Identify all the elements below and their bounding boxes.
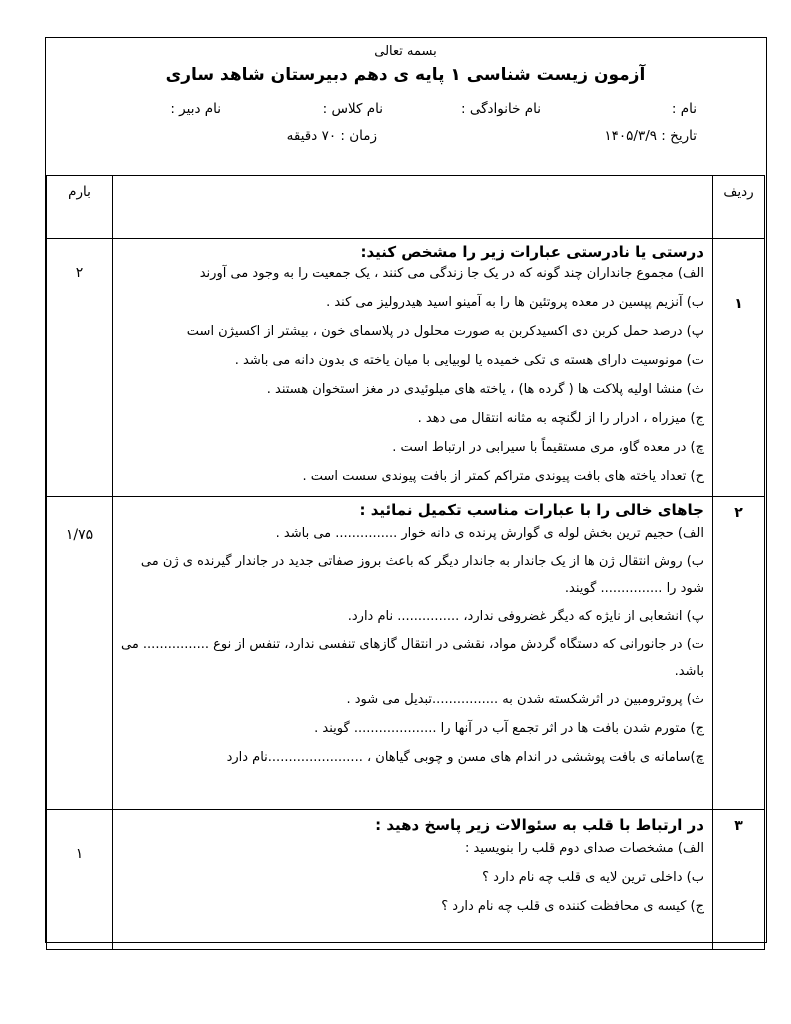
family-name-label: نام خانوادگی :: [461, 101, 541, 117]
question-item: چ) در معده گاو، مری مستقیماً با سیرابی در ارتباط است .: [392, 440, 704, 455]
question-item: ح) تعداد یاخته های بافت پیوندی متراکم کمتر از بافت پیوندی سست است .: [302, 469, 704, 484]
exam-sheet: [45, 37, 767, 943]
exam-duration: زمان : ۷۰ دقیقه: [286, 128, 377, 144]
question-item: پ) انشعابی از نایژه که دیگر غضروفی ندارد، ............... نام دارد.: [347, 609, 704, 624]
question-body: [113, 810, 713, 950]
question-row: [47, 497, 765, 810]
questions-table: [46, 175, 765, 950]
name-label: نام :: [671, 101, 697, 117]
question-row: [47, 239, 765, 497]
question-body: [113, 497, 713, 810]
question-item: ت) در جانورانی که دستگاه گردش مواد، نقشی در انتقال گازهای تنفسی ندارد، تنفس از نوع ................ می باشد.: [120, 637, 704, 679]
question-score: ۱/۷۵: [47, 497, 113, 810]
question-item: الف) مجموع جانداران چند گونه که در یک جا زندگی می کنند ، یک جمعیت را به وجود می آورند: [199, 266, 704, 281]
question-item: ث) پروترومبین در اثرشکسته شدن به ................تبدیل می شود .: [346, 692, 704, 707]
question-item: الف) حجیم ترین بخش لوله ی گوارش پرنده ی دانه خوار ............... می باشد .: [275, 526, 704, 541]
question-body: [113, 239, 713, 497]
question-item: ب) آنزیم پپسین در معده پروتئین ها را به آمینو اسید هیدرولیز می کند .: [326, 295, 704, 310]
question-title: در ارتباط با قلب به سئوالات زیر پاسخ دهید :: [375, 816, 704, 834]
question-item: چ)سامانه ی بافت پوششی در اندام های مسن و چوبی گیاهان ، .......................نام دارد: [226, 750, 704, 765]
question-item: ب) داخلی ترین لایه ی قلب چه نام دارد ؟: [482, 870, 704, 885]
question-item: ج) میزراه ، ادرار را از لگنچه به مثانه انتقال می دهد .: [417, 411, 704, 426]
table-header-row: [47, 176, 765, 239]
question-item: ج) کیسه ی محافظت کننده ی قلب چه نام دارد ؟: [441, 899, 704, 914]
question-row: [47, 810, 765, 950]
question-item: الف) مشخصات صدای دوم قلب را بنویسید :: [465, 841, 704, 856]
question-item: ت) مونوسیت دارای هسته ی تکی خمیده یا لوبیایی با میان یاخته ی بدون دانه می باشد .: [234, 353, 704, 368]
exam-title: آزمون زیست شناسی ۱ پایه ی دهم دبیرستان شاهد ساری: [165, 65, 646, 85]
question-number: ۳: [713, 810, 765, 950]
teacher-name-label: نام دبیر :: [170, 101, 221, 117]
question-number: ۱: [713, 239, 765, 497]
exam-date: تاریخ : ۱۴۰۵/۳/۹: [604, 128, 697, 144]
question-title: جاهای خالی را با عبارات مناسب تکمیل نمائید :: [359, 501, 704, 519]
question-column-header: [113, 176, 713, 239]
question-score: ۱: [47, 810, 113, 950]
question-item: ث) منشا اولیه پلاکت ها ( گرده ها) ، یاخته های میلوئیدی در مغز استخوان هستند .: [266, 382, 704, 397]
question-item: ب) روش انتقال ژن ها از یک جاندار به جاندار دیگر که باعث بروز صفاتی جدید در جاندار گیرنده ی ژن می شود را ............... گویند.: [140, 554, 704, 596]
question-score: ۲: [47, 239, 113, 497]
question-item: پ) درصد حمل کربن دی اکسیدکربن به صورت محلول در پلاسمای خون ، بیشتر از اکسیژن است: [186, 324, 704, 339]
question-number: ۲: [713, 497, 765, 810]
question-title: درستی یا نادرستی عبارات زیر را مشخص کنید:: [360, 243, 704, 261]
score-column-header: بارم: [47, 176, 113, 239]
class-name-label: نام کلاس :: [322, 101, 383, 117]
exam-header: [46, 38, 765, 175]
question-item: ج) متورم شدن بافت ها در اثر تجمع آب در آنها را .................... گویند .: [314, 721, 704, 736]
bismillah: بسمه تعالی: [374, 44, 437, 59]
row-column-header: ردیف: [713, 176, 765, 239]
